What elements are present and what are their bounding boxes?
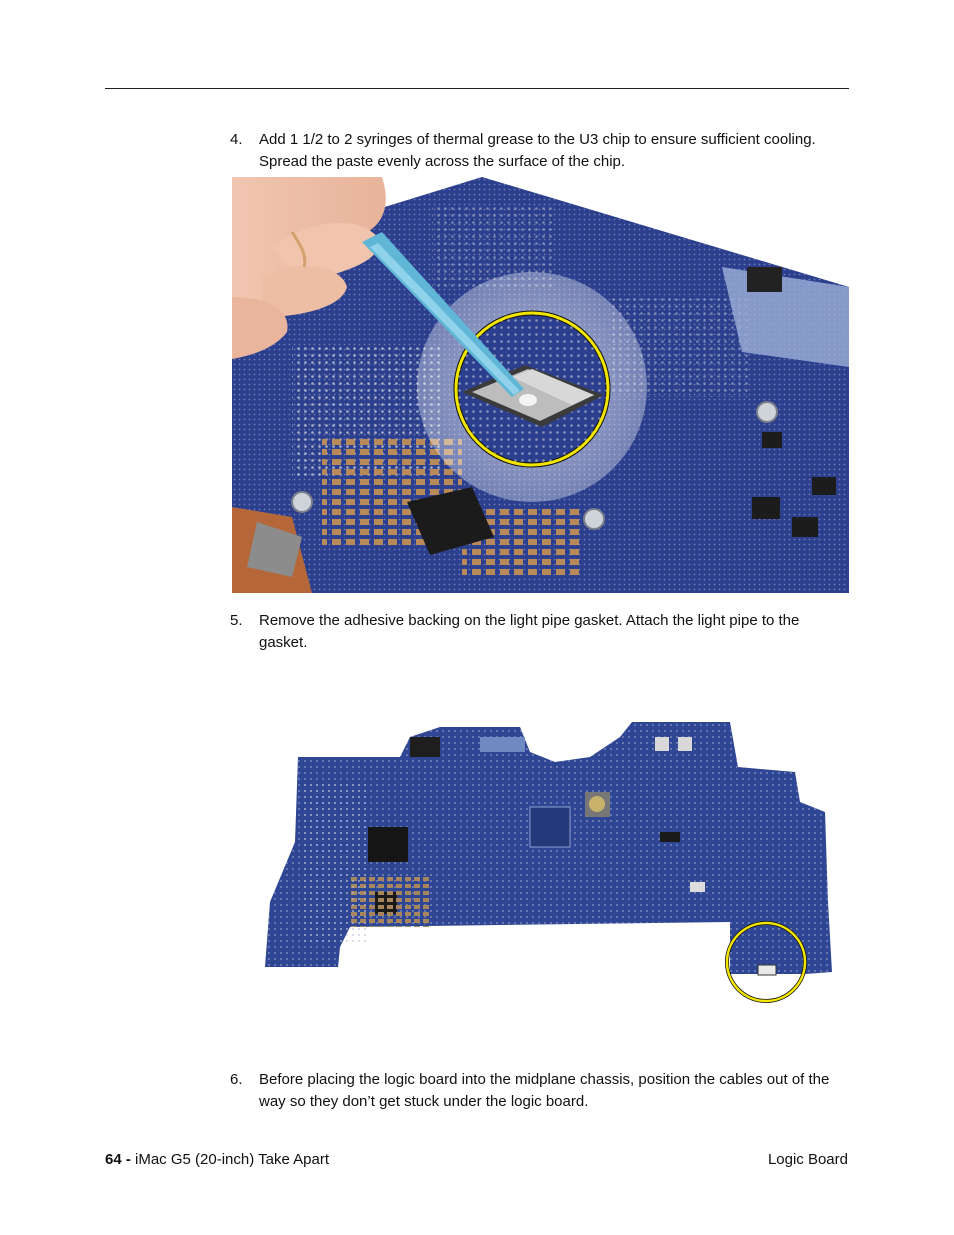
step-text: Before placing the logic board into the midplane chassis, position the cables out of the way so they don’t get stuck under the logic board. <box>259 1071 830 1110</box>
step-text: Add 1 1/2 to 2 syringes of thermal grease to the U3 chip to ensure sufficient cooling. Spread the paste evenly across the surface of the chip. <box>259 131 816 170</box>
header-rule <box>105 88 849 89</box>
step-text: Remove the adhesive backing on the light pipe gasket. Attach the light pipe to the gasket. <box>259 612 800 651</box>
step-number: 5. <box>230 612 243 629</box>
thermal-grease-illustration <box>232 177 849 593</box>
footer-left <box>105 1150 329 1170</box>
document-title: iMac G5 (20-inch) Take Apart <box>135 1151 329 1168</box>
photo-thermal-grease <box>232 177 849 593</box>
photo-logic-board <box>260 722 835 1012</box>
step-5 <box>230 610 850 654</box>
step-4 <box>230 129 850 173</box>
step-6 <box>230 1069 850 1113</box>
logic-board-illustration <box>260 722 835 1012</box>
step-number: 4. <box>230 131 243 148</box>
footer-section-title: Logic Board <box>767 1151 848 1168</box>
page-number: 64 - <box>105 1151 136 1168</box>
step-number: 6. <box>230 1071 243 1088</box>
